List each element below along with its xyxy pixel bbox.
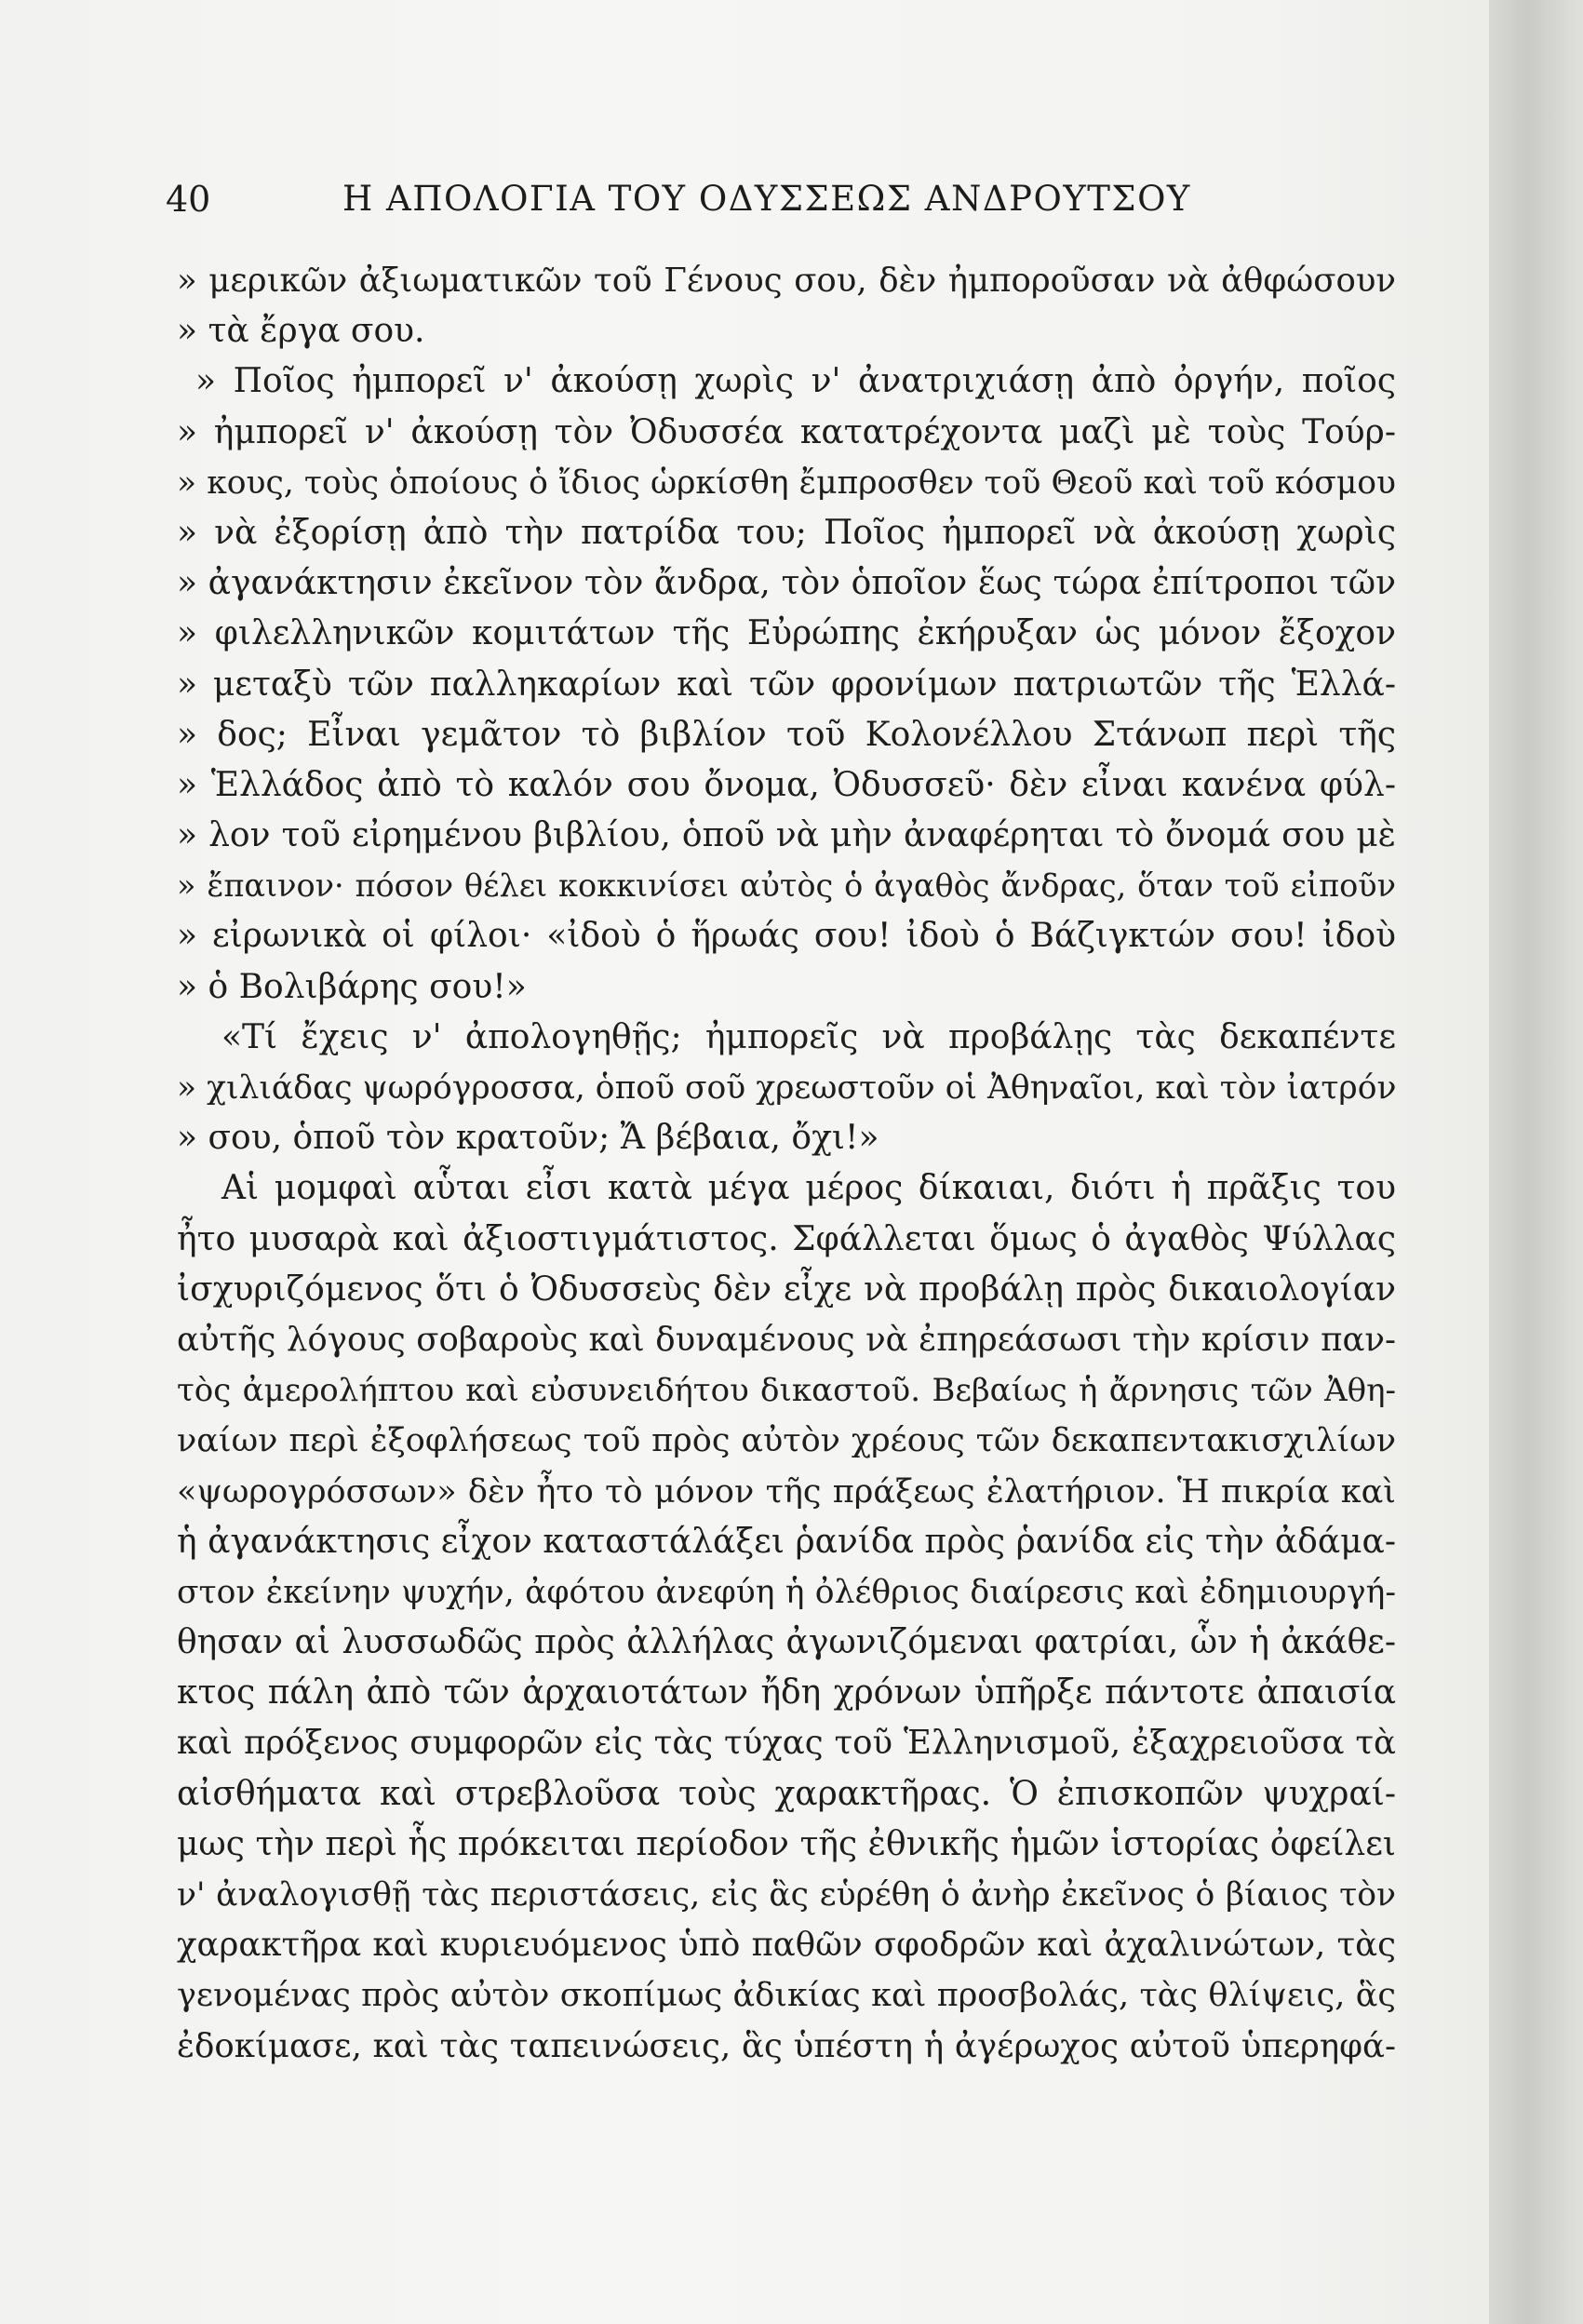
text-line: κτος πάλη ἀπὸ τῶν ἀρχαιοτάτων ἤδη χρόνων ὑπῆρξε πάντοτε ἀπαισία [177,1673,1396,1713]
text-line: » ἔπαινον· πόσον θέλει κοκκινίσει αὐτὸς ὁ ἀγαθὸς ἄνδρας, ὅταν τοῦ εἰποῦν [177,867,1396,905]
text-line: γενομένας πρὸς αὐτὸν σκοπίμως ἀδικίας καὶ προσβολάς, τὰς θλίψεις, ἃς [177,1977,1396,2015]
text-line: χαρακτῆρα καὶ κυριευόμενος ὑπὸ παθῶν σφοδρῶν καὶ ἀχαλινώτων, τὰς [177,1926,1396,1965]
text-line: ἦτο μυσαρὰ καὶ ἀξιοστιγμάτιστος. Σφάλλεται ὅμως ὁ ἀγαθὸς Ψύλλας [177,1219,1396,1258]
page-header [166,179,1413,235]
text-line: αἰσθήματα καὶ στρεβλοῦσα τοὺς χαρακτῆρας. Ὁ ἐπισκοπῶν ψυχραί- [177,1774,1396,1813]
spine-shadow [1489,0,1583,2324]
text-line: «Τί ἔχεις ν' ἀπολογηθῇς; ἠμπορεῖς νὰ προβάλῃς τὰς δεκαπέντε [221,1017,1396,1056]
text-line: » λον τοῦ εἰρημένου βιβλίου, ὁποῦ νὰ μὴν ἀναφέρηται τὸ ὄνομά σου μὲ [177,816,1396,855]
text-line: καὶ πρόξενος συμφορῶν εἰς τὰς τύχας τοῦ Ἑλληνισμοῦ, ἐξαχρειοῦσα τὰ [177,1724,1396,1763]
text-line: » Ἑλλάδος ἀπὸ τὸ καλόν σου ὄνομα, Ὀδυσσεῦ· δὲν εἶναι κανένα φύλ- [177,765,1396,804]
text-line: στον ἐκείνην ψυχήν, ἀφότου ἀνεφύη ἡ ὀλέθριος διαίρεσις καὶ ἐδημιουργή- [177,1573,1396,1611]
text-line: θησαν αἱ λυσσωδῶς πρὸς ἀλλήλας ἀγωνιζόμεναι φατρίαι, ὧν ἡ ἀκάθε- [177,1623,1396,1662]
text-line: » ἀγανάκτησιν ἐκεῖνον τὸν ἄνδρα, τὸν ὁποῖον ἕως τώρα ἐπίτροποι τῶν [177,564,1396,603]
text-line: » δος; Εἶναι γεμᾶτον τὸ βιβλίον τοῦ Κολονέλλου Στάνωπ περὶ τῆς [177,715,1396,754]
text-line: ἰσχυριζόμενος ὅτι ὁ Ὀδυσσεὺς δὲν εἶχε νὰ προβάλῃ πρὸς δικαιολογίαν [177,1269,1396,1309]
text-line: » ὁ Βολιβάρης σου!» [177,967,527,1006]
text-line: ναίων περὶ ἐξοφλήσεως τοῦ πρὸς αὐτὸν χρέους τῶν δεκαπεντακισχιλίων [177,1422,1396,1460]
text-line: » τὰ ἔργα σου. [177,312,425,351]
text-line: μως τὴν περὶ ἧς πρόκειται περίοδον τῆς ἐθνικῆς ἡμῶν ἱστορίας ὀφείλει [177,1824,1396,1863]
text-line: » ἠμπορεῖ ν' ἀκούσῃ τὸν Ὀδυσσέα κατατρέχοντα μαζὶ μὲ τοὺς Τούρ- [177,412,1396,451]
text-line: » μεταξὺ τῶν παλληκαρίων καὶ τῶν φρονίμων πατριωτῶν τῆς Ἑλλά- [177,665,1396,704]
body-text [177,256,1396,2072]
text-line: » φιλελληνικῶν κομιτάτων τῆς Εὐρώπης ἐκήρυξαν ὡς μόνον ἔξοχον [177,614,1396,653]
text-line: ἐδοκίμασε, καὶ τὰς ταπεινώσεις, ἃς ὑπέστη ἡ ἀγέρωχος αὐτοῦ ὑπερηφά- [177,2026,1396,2065]
page-number: 40 [166,179,211,220]
text-line: τὸς ἀμερολήπτου καὶ εὐσυνειδήτου δικαστοῦ. Βεβαίως ἡ ἄρνησις τῶν Ἀθη- [177,1372,1396,1410]
text-line: » Ποῖος ἠμπορεῖ ν' ἀκούσῃ χωρὶς ν' ἀνατριχιάσῃ ἀπὸ ὀργήν, ποῖος [195,362,1396,401]
text-line: » νὰ ἐξορίσῃ ἀπὸ τὴν πατρίδα του; Ποῖος ἠμπορεῖ νὰ ἀκούσῃ χωρὶς [177,513,1396,552]
text-line: Αἱ μομφαὶ αὗται εἶσι κατὰ μέγα μέρος δίκαιαι, διότι ἡ πρᾶξις του [221,1169,1396,1208]
text-line: » σου, ὁποῦ τὸν κρατοῦν; Ἄ βέβαια, ὄχι!» [177,1119,879,1158]
text-line: ἡ ἀγανάκτησις εἶχον καταστάλάξει ῥανίδα πρὸς ῥανίδα εἰς τὴν ἀδάμα- [177,1522,1396,1561]
running-title: Η ΑΠΟΛΟΓΙΑ ΤΟΥ ΟΔΥΣΣΕΩΣ ΑΝΔΡΟΥΤΣΟΥ [342,179,1191,219]
text-line: » κους, τοὺς ὁποίους ὁ ἴδιος ὡρκίσθη ἔμπροσθεν τοῦ Θεοῦ καὶ τοῦ κόσμου [177,463,1396,502]
text-line: » εἰρωνικὰ οἱ φίλοι· «ἰδοὺ ὁ ἥρωάς σου! ἰδοὺ ὁ Βάζιγκτών σου! ἰδοὺ [177,917,1396,956]
text-line: αὐτῆς λόγους σοβαροὺς καὶ δυναμένους νὰ ἐπηρεάσωσι τὴν κρίσιν παν- [177,1320,1396,1359]
text-line: «ψωρογρόσσων» δὲν ἦτο τὸ μόνον τῆς πράξεως ἐλατήριον. Ἡ πικρία καὶ [177,1472,1396,1511]
text-line: » μερικῶν ἀξιωματικῶν τοῦ Γένους σου, δὲν ἠμποροῦσαν νὰ ἀθφώσουν [177,262,1396,300]
text-line: » χιλιάδας ψωρόγροσσα, ὁποῦ σοῦ χρεωστοῦν οἱ Ἀθηναῖοι, καὶ τὸν ἰατρόν [177,1069,1396,1107]
text-line: ν' ἀναλογισθῇ τὰς περιστάσεις, εἰς ἃς εὑρέθη ὁ ἀνὴρ ἐκεῖνος ὁ βίαιος τὸν [177,1876,1396,1914]
